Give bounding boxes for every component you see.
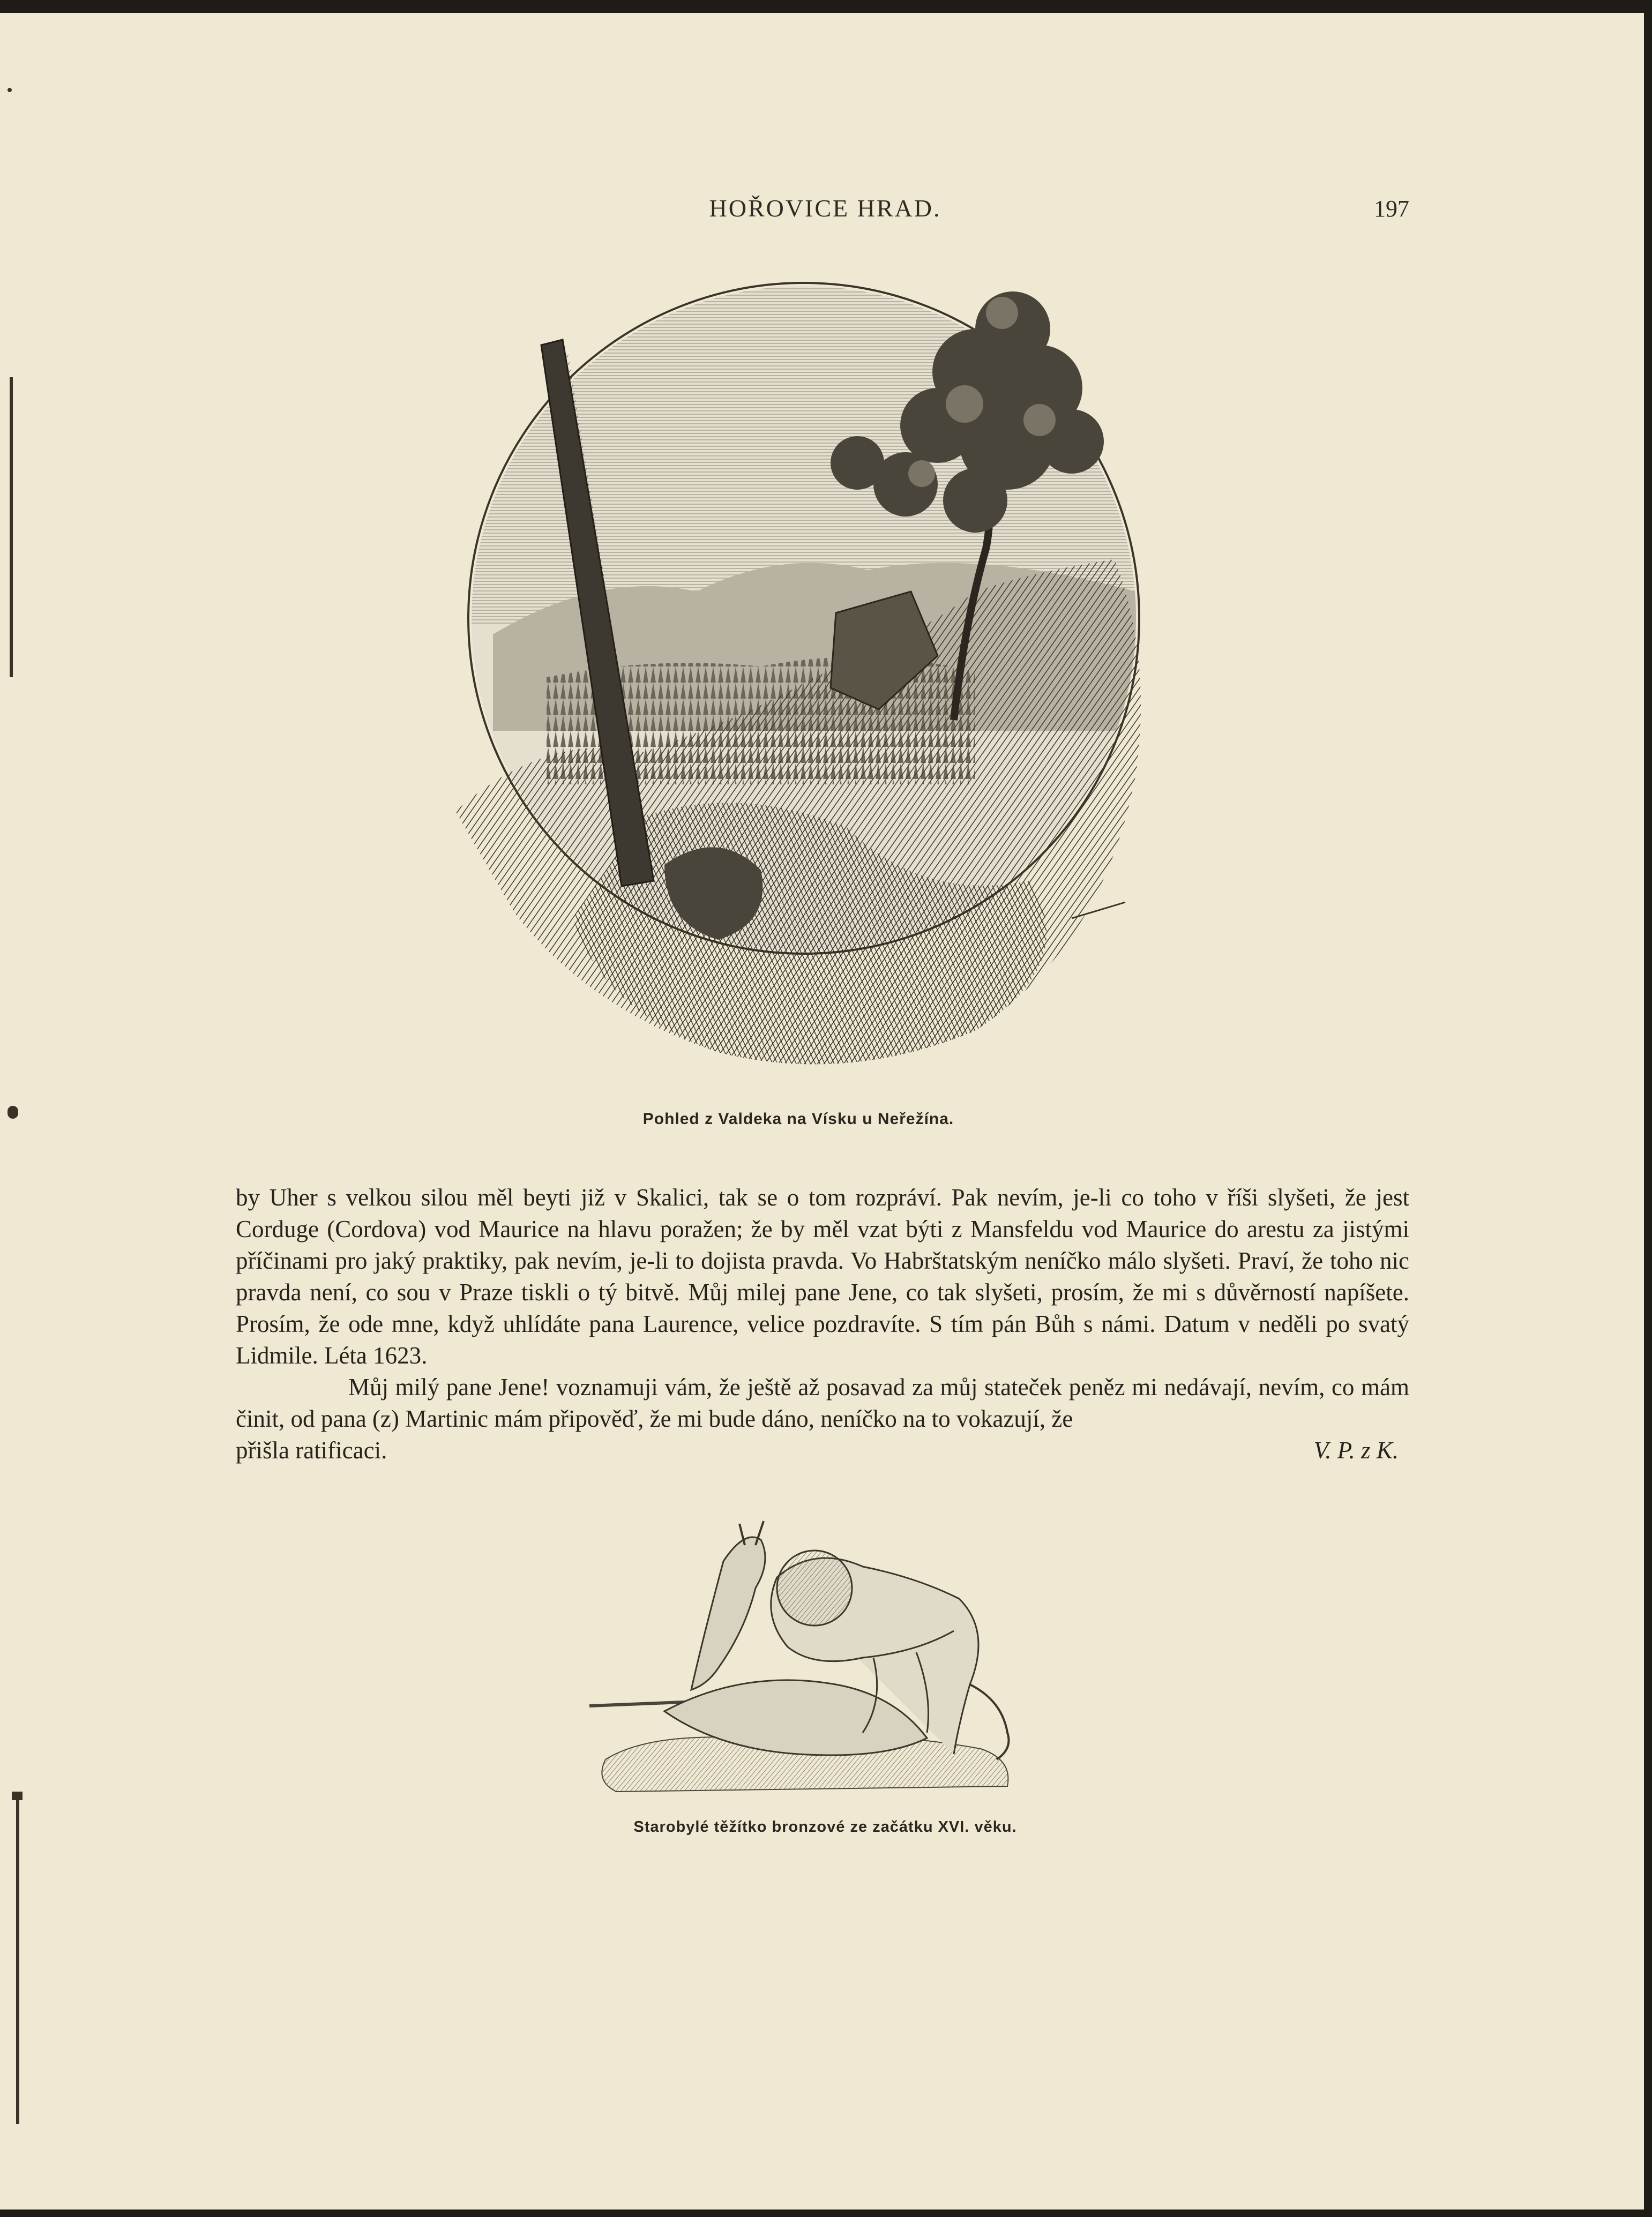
binding-mark	[12, 1792, 23, 1800]
page-number: 197	[1374, 196, 1409, 222]
signature: V. P. z K.	[1313, 1437, 1399, 1464]
book-page	[0, 13, 1644, 2209]
binding-mark	[10, 377, 13, 677]
binding-mark	[8, 1106, 18, 1119]
figure-caption: Pohled z Valdeka na Vísku u Neřežína.	[642, 1110, 954, 1128]
binding-mark	[16, 1792, 19, 2124]
body-text	[236, 1182, 1409, 1466]
paperweight-engraving	[584, 1508, 1066, 1813]
figure-caption: Starobylé těžítko bronzové ze začátku XVI. věku.	[633, 1818, 1017, 1836]
paragraph: by Uher s velkou silou měl beyti již v Skalici, tak se o tom rozpráví. Pak nevím, je-li co toho v říši slyšeti, že jest Corduge (Cordova) vod Maurice na hlavu poražen; že by měl vzat býti z Mansfeldu vod Maurice do arestu za jistými příčinami pro jaký praktiky, pak nevím, je-li to dojista pravda. Vo Habrštatským neníčko málo slyšeti. Praví, že toho nic pravda není, co sou v Praze tiskli o tý bitvě. Můj milej pane Jene, co tak slyšeti, prosím, že mi s důvěrností napíšete. Prosím, že ode mne, když uhlídáte pana Laurence, velice pozdravíte. S tím pán Bůh s námi. Datum v neděli po svatý Lidmile. Léta 1623.	[236, 1184, 1409, 1369]
binding-mark	[8, 88, 12, 92]
paragraph: Můj milý pane Jene! voznamuji vám, že ještě až posavad za můj stateček peněz mi nedávají, nevím, co mám činit, od pana (z) Martinic mám připověď, že mi bude dáno, neníčko na to vokazují, že	[236, 1374, 1409, 1432]
closing-line	[236, 1435, 1409, 1466]
running-header: HOŘOVICE HRAD.	[709, 194, 941, 222]
paragraph-end: přišla ratificaci.	[236, 1437, 387, 1464]
landscape-engraving	[439, 249, 1190, 1106]
